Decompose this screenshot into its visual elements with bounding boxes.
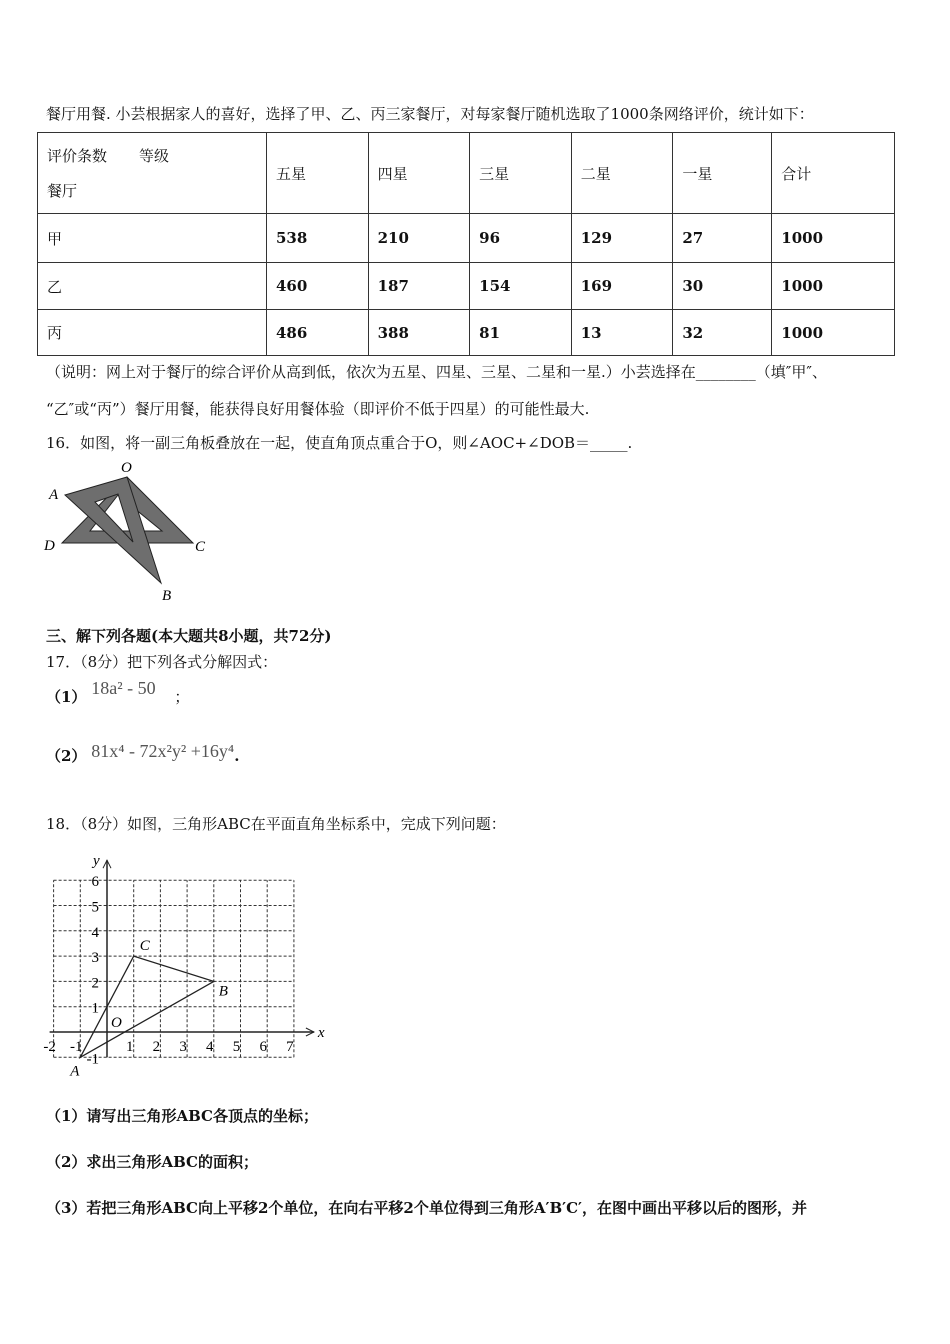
- y-tick-label: 2: [91, 975, 99, 992]
- origin-label: O: [111, 1015, 122, 1031]
- set-squares-figure: [0, 450, 240, 610]
- cell: 27: [673, 214, 772, 263]
- cell: 187: [368, 263, 470, 310]
- q18-part-2: （2）求出三角形ABC的面积；: [46, 1153, 258, 1171]
- cell: 210: [368, 214, 470, 263]
- header-cell: 五星: [267, 133, 369, 214]
- corner-top-right: 等级: [139, 147, 170, 165]
- x-tick-label: 7: [286, 1039, 294, 1055]
- x-tick-label: 5: [232, 1039, 241, 1055]
- x-tick-label: 4: [206, 1039, 214, 1055]
- y-tick-label: 1: [91, 1000, 99, 1017]
- cell: 169: [571, 263, 673, 310]
- vertex-b: [213, 981, 215, 983]
- header-cell: 合计: [772, 133, 895, 214]
- vertex-a: [80, 1057, 82, 1059]
- table-row: [38, 310, 895, 356]
- q17-p2-expr: 81x⁴ - 72x²y² +16y⁴: [91, 741, 235, 761]
- header-cell: 二星: [571, 133, 673, 214]
- header-cell: 三星: [470, 133, 572, 214]
- question-18-stem: 18．（8分）如图，三角形ABC在平面直角坐标系中，完成下列问题：: [46, 815, 506, 833]
- vertex-c: [133, 955, 135, 957]
- cell: 1000: [772, 310, 895, 356]
- q17-part-2: [46, 741, 240, 766]
- question-17-stem: 17．（8分）把下列各式分解因式：: [46, 653, 278, 671]
- q17-p2-end: .: [234, 747, 240, 765]
- intro-text: 餐厅用餐. 小芸根据家人的喜好，选择了甲、乙、丙三家餐厅，对每家餐厅随机选取了1000条网络评价，统计如下：: [46, 105, 814, 123]
- table-row: [38, 214, 895, 263]
- corner-cell: [38, 133, 267, 214]
- y-axis-label: y: [93, 853, 100, 870]
- ratings-table: [37, 132, 895, 356]
- cell: 1000: [772, 214, 895, 263]
- x-tick-label: 2: [152, 1039, 161, 1055]
- cell: 388: [368, 310, 470, 356]
- y-tick-label: 4: [91, 924, 99, 941]
- cell: 486: [267, 310, 369, 356]
- cell: 460: [267, 263, 369, 310]
- y-tick-label: 3: [91, 950, 99, 967]
- question-16: 16．如图，将一副三角板叠放在一起，使直角顶点重合于O，则∠AOC+∠DOB＝_____.: [46, 434, 633, 452]
- y-tick-label: -1: [86, 1051, 99, 1068]
- header-cell: 一星: [673, 133, 772, 214]
- q17-p1-label: （1）: [46, 688, 87, 706]
- label-c: C: [195, 539, 206, 555]
- x-tick-label: 6: [259, 1039, 267, 1055]
- label-b: B: [162, 588, 172, 604]
- x-axis-label: x: [317, 1025, 325, 1041]
- table-row: [38, 263, 895, 310]
- row-name: 乙: [38, 263, 267, 310]
- cell: 96: [470, 214, 572, 263]
- vertex-label-a: A: [70, 1063, 80, 1080]
- cell: 81: [470, 310, 572, 356]
- cell: 129: [571, 214, 673, 263]
- x-tick-label: -1: [70, 1039, 83, 1055]
- x-tick-label: 1: [125, 1039, 134, 1055]
- label-a: A: [49, 487, 59, 503]
- note-line-2: “乙″或“丙”）餐厅用餐，能获得良好用餐体验（即评价不低于四星）的可能性最大.: [46, 400, 590, 418]
- section-3-heading: 三、解下列各题(本大题共8小题，共72分): [46, 627, 332, 645]
- coordinate-grid: [0, 840, 340, 1080]
- q17-p2-label: （2）: [46, 747, 87, 765]
- y-tick-label: 5: [91, 899, 99, 916]
- corner-top-left: 评价条数: [47, 147, 108, 165]
- cell: 32: [673, 310, 772, 356]
- label-o: O: [121, 460, 132, 476]
- vertex-label-b: B: [218, 983, 228, 1000]
- label-d: D: [44, 538, 55, 554]
- cell: 538: [267, 214, 369, 263]
- vertex-label-c: C: [139, 938, 150, 955]
- header-cell: 四星: [368, 133, 470, 214]
- x-tick-label: 3: [179, 1039, 187, 1055]
- q18-part-1: （1）请写出三角形ABC各顶点的坐标；: [46, 1107, 318, 1125]
- row-name: 丙: [38, 310, 267, 356]
- cell: 1000: [772, 263, 895, 310]
- table-header-row: [38, 133, 895, 214]
- note-line-1: （说明：网上对于餐厅的综合评价从高到低，依次为五星、四星、三星、二星和一星.）小芸选择在________（填″甲″、: [46, 363, 827, 381]
- x-tick-label: -2: [43, 1039, 56, 1055]
- cell: 154: [470, 263, 572, 310]
- corner-bottom: 餐厅: [47, 182, 78, 200]
- q17-p1-end: ；: [174, 688, 190, 706]
- cell: 30: [673, 263, 772, 310]
- cell: 13: [571, 310, 673, 356]
- y-tick-label: 6: [91, 874, 99, 891]
- q17-part-1: [46, 678, 190, 707]
- row-name: 甲: [38, 214, 267, 263]
- q17-p1-expr: 18a² - 50: [91, 678, 156, 698]
- q18-part-3: （3）若把三角形ABC向上平移2个单位，在向右平移2个单位得到三角形A′B′C′，在图中画出平移以后的图形，并: [46, 1199, 807, 1217]
